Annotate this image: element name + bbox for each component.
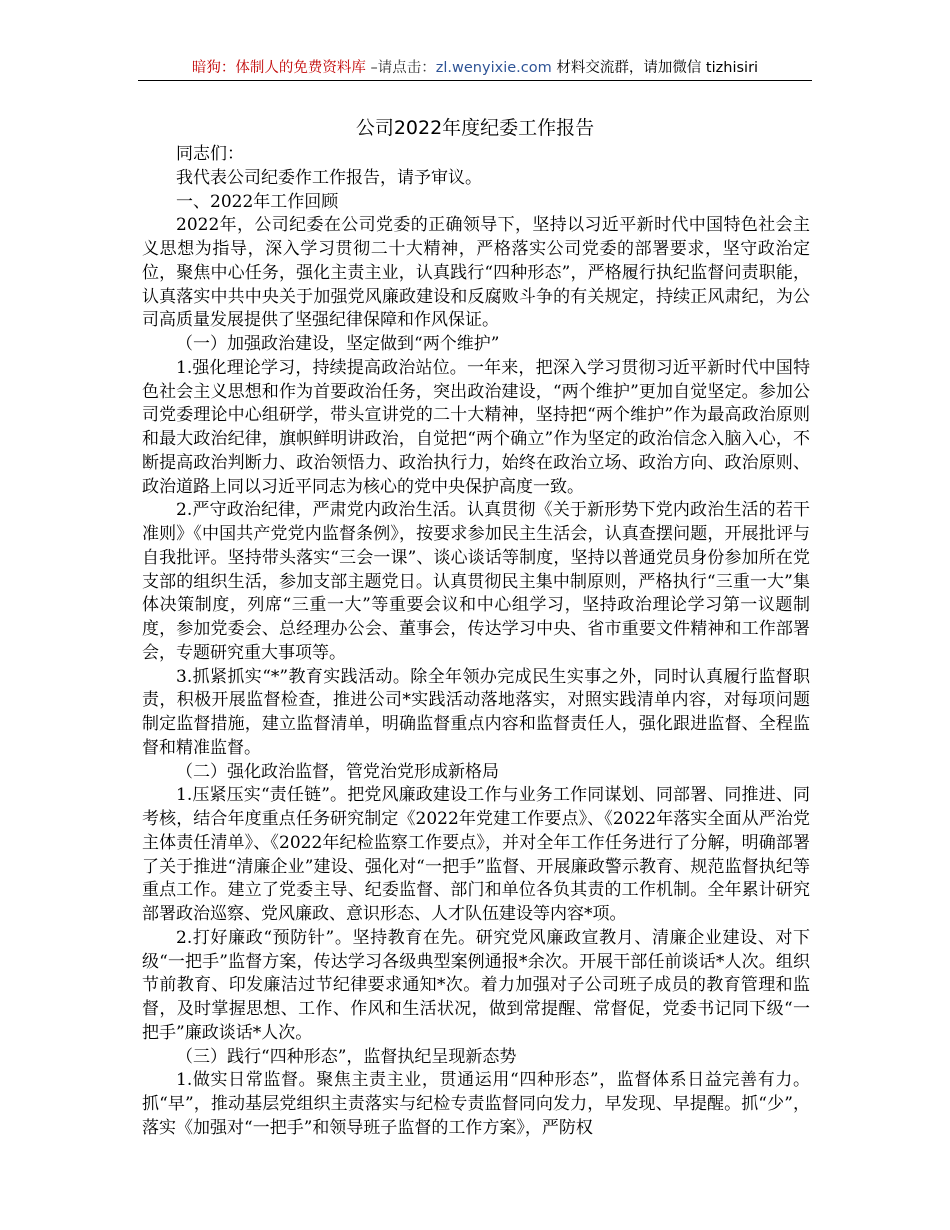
subsection-heading: （二）强化政治监督，管党治党形成新格局 xyxy=(176,761,499,782)
intro-paragraph: 我代表公司纪委作工作报告，请予审议。 xyxy=(176,167,482,188)
salutation: 同志们： xyxy=(176,144,244,164)
document-body xyxy=(142,143,810,1141)
page-header xyxy=(0,57,950,79)
body-paragraph: 1.做实日常监督。聚焦主责主业，贯通运用“四种形态”，监督体系日益完善有力。抓“早”，推动基层党组织主责落实与纪检专责监督同向发力，早发现、早提醒。抓“少”，落实《加强对“一把手”和领导班子监督的工作方案》，严防权 xyxy=(142,1070,810,1138)
body-paragraph: 2.打好廉政“预防针”。坚持教育在先。研究党风廉政宣教月、清廉企业建设、对下级“一把手”监督方案，传达学习各级典型案例通报*余次。开展干部任前谈话*人次。组织节前教育、印发廉洁过节纪律要求通知*次。着力加强对子公司班子成员的教育管理和监督，及时掌握思想、工作、作风和生活状况，做到常提醒、常督促，党委书记同下级“一把手”廉政谈话*人次。 xyxy=(142,927,810,1043)
subsection-heading: （一）加强政治建设，坚定做到“两个维护” xyxy=(176,334,500,354)
body-paragraph: 2.严守政治纪律，严肃党内政治生活。认真贯彻《关于新形势下党内政治生活的若干准则》《中国共产党党内监督条例》，按要求参加民主生活会，认真查摆问题，开展批评与自我批评。坚持带头落实“三会一课”、谈心谈话等制度，坚持以普通党员身份参加所在党支部的组织生活，参加支部主题党日。认真贯彻民主集中制原则，严格执行“三重一大”集体决策制度，列席“三重一大”等重要会议和中心组学习，坚持政治理论学习第一议题制度，参加党委会、总经理办公会、董事会，传达学习中央、省市重要文件精神和工作部署会，专题研究重大事项等。 xyxy=(142,500,810,663)
header-contact: 材料交流群，请加微信 tizhisiri xyxy=(551,60,759,76)
header-divider xyxy=(138,80,812,81)
header-click-prompt: –请点击： xyxy=(365,60,436,76)
body-paragraph: 1.压紧压实“责任链”。把党风廉政建设工作与业务工作同谋划、同部署、同推进、同考核，结合年度重点任务研究制定《2022年党建工作要点》、《2022年落实全面从严治党主体责任清单》、《2022年纪检监察工作要点》，并对全年工作任务进行了分解，明确部署了关于推进“清廉企业”建设、强化对“一把手”监督、开展廉政警示教育、规范监督执纪等重点工作。建立了党委主导、纪委监督、部门和单位各负其责的工作机制。全年累计研究部署政治巡察、党风廉政、意识形态、人才队伍建设等内容*项。 xyxy=(142,785,810,924)
header-url-link[interactable]: zl.wenyixie.com xyxy=(435,60,552,76)
header-site-name: 暗狗：体制人的免费资料库 xyxy=(191,60,366,76)
body-paragraph: 2022年，公司纪委在公司党委的正确领导下，坚持以习近平新时代中国特色社会主义思想为指导，深入学习贯彻二十大精神，严格落实公司党委的部署要求，坚守政治定位，聚焦中心任务，强化主责主业，认真践行“四种形态”，严格履行执纪监督问责职能，认真落实中共中央关于加强党风廉政建设和反腐败斗争的有关规定，持续正风肃纪，为公司高质量发展提供了坚强纪律保障和作风保证。 xyxy=(142,215,810,331)
subsection-heading: （三）践行“四种形态”，监督执纪呈现新态势 xyxy=(176,1046,517,1067)
body-paragraph: 3.抓紧抓实“*”教育实践活动。除全年领办完成民生实事之外，同时认真履行监督职责，积极开展监督检查，推进公司*实践活动落地落实，对照实践清单内容，对每项问题制定监督措施，建立监督清单，明确监督重点内容和监督责任人，强化跟进监督、全程监督和精准监督。 xyxy=(142,666,810,758)
document-title: 公司2022年度纪委工作报告 xyxy=(355,117,595,139)
body-paragraph: 1.强化理论学习，持续提高政治站位。一年来，把深入学习贯彻习近平新时代中国特色社会主义思想和作为首要政治任务，突出政治建设，“两个维护”更加自觉坚定。参加公司党委理论中心组研学，带头宣讲党的二十大精神，坚持把“两个维护”作为最高政治原则和最大政治纪律，旗帜鲜明讲政治，自觉把“两个确立”作为坚定的政治信念入脑入心，不断提高政治判断力、政治领悟力、政治执行力，始终在政治立场、政治方向、政治原则、政治道路上同以习近平同志为核心的党中央保护高度一致。 xyxy=(142,357,810,497)
section-heading: 一、2022年工作回顾 xyxy=(176,191,339,212)
